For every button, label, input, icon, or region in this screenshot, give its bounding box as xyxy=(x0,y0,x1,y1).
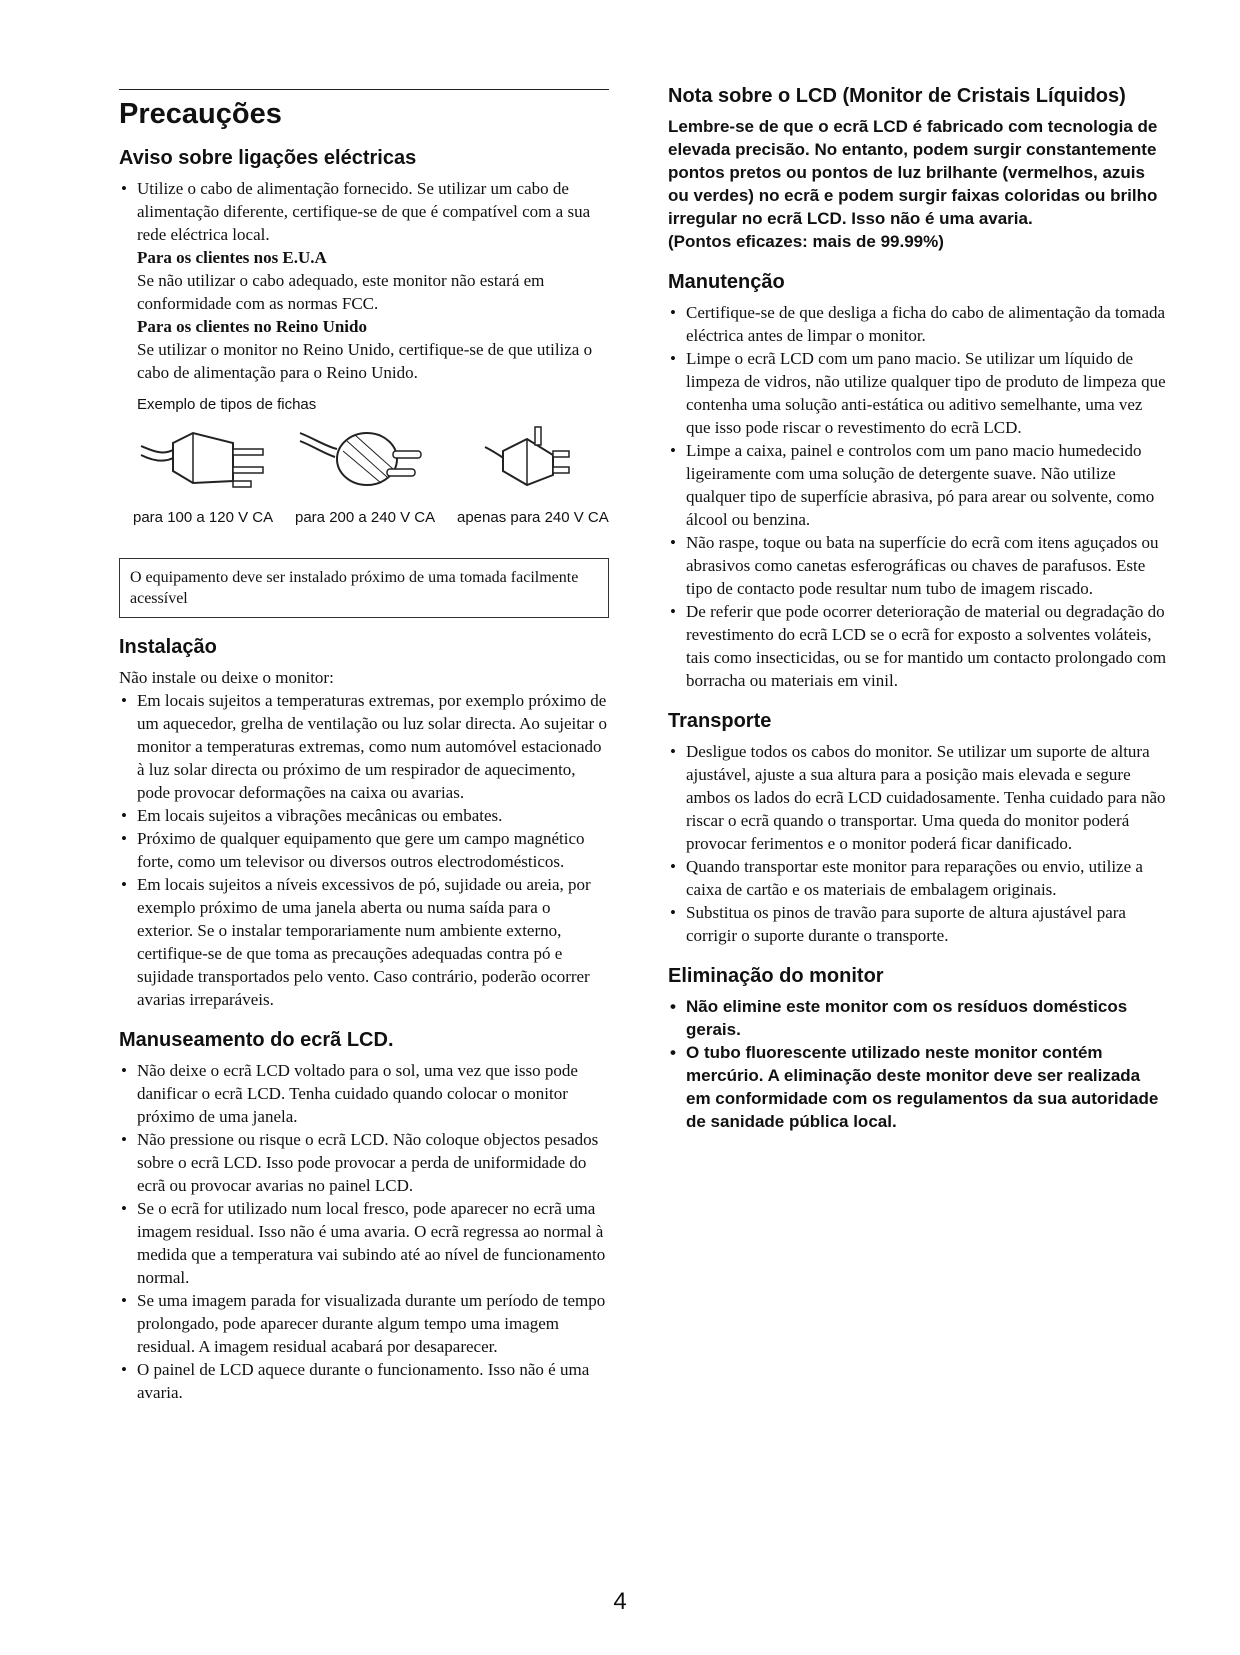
list-item: • Em locais sujeitos a temperaturas extremas, por exemplo próximo de um aquecedor, grelha de ventilação ou luz solar directa. Ao sujeitar o monitor a temperaturas extremas, como num automóvel estacionado à luz solar directa ou próximo de um respirador de aquecimento, pode provocar deformações na caixa ou avarias. xyxy=(119,689,609,804)
list-item: • Substitua os pinos de travão para suporte de altura ajustável para corrigir o suporte durante o transporte. xyxy=(668,901,1168,947)
eu-plug-icon xyxy=(295,421,445,501)
list-item: • Limpe o ecrã LCD com um pano macio. Se utilizar um líquido de limpeza de vidros, não utilize qualquer tipo de produto de limpeza que contenha uma solução anti-estática ou aditivo semelhante, uma vez que isso pode riscar o revestimento do ecrã LCD. xyxy=(668,347,1168,439)
plug-us xyxy=(133,421,285,526)
plug-eu-label: para 200 a 240 V CA xyxy=(295,509,436,526)
uk-text: Se utilizar o monitor no Reino Unido, certifique-se de que utiliza o cabo de alimentação para o Reino Unido. xyxy=(137,340,593,382)
list-item: • Se uma imagem parada for visualizada durante um período de tempo prolongado, pode aparecer durante algum tempo uma imagem residual. A imagem residual acabará por desaparecer. xyxy=(119,1289,609,1358)
plug-illustrations xyxy=(119,421,609,526)
install-heading: Instalação xyxy=(119,636,217,658)
install-near-outlet-note: O equipamento deve ser instalado próximo de uma tomada facilmente acessível xyxy=(119,558,609,618)
usa-label: Para os clientes nos E.U.A xyxy=(137,248,327,267)
maintenance-list xyxy=(668,301,1168,692)
usa-block xyxy=(119,246,609,384)
transport-list xyxy=(668,740,1168,947)
transport-heading: Transporte xyxy=(668,710,772,732)
transport-section xyxy=(668,710,1168,947)
list-item: • Não deixe o ecrã LCD voltado para o sol, uma vez que isso pode danificar o ecrã LCD. Tenha cuidado quando colocar o monitor próximo de uma janela. xyxy=(119,1059,609,1128)
disposal-section xyxy=(668,965,1168,1133)
us-plug-icon xyxy=(133,421,283,501)
list-item: • Certifique-se de que desliga a ficha do cabo de alimentação da tomada eléctrica antes de limpar o monitor. xyxy=(668,301,1168,347)
list-item: • Em locais sujeitos a níveis excessivos de pó, sujidade ou areia, por exemplo próximo de uma janela aberta ou numa saída para o exterior. Se o instalar temporariamente num ambiente externo, certifique-se de que toma as precauções adequadas contra pó e sujidade transportados pelo vento. Caso contrário, poderão ocorrer avarias irreparáveis. xyxy=(119,873,609,1011)
list-item: • Não pressione ou risque o ecrã LCD. Não coloque objectos pesados sobre o ecrã LCD. Isso pode provocar a perda de uniformidade do ecrã ou provocar avarias no painel LCD. xyxy=(119,1128,609,1197)
lcd-note-section xyxy=(668,85,1168,253)
plug-uk xyxy=(457,421,609,526)
handling-list xyxy=(119,1059,609,1404)
handling-heading: Manuseamento do ecrã LCD. xyxy=(119,1029,394,1051)
list-item: • Não elimine este monitor com os resíduos domésticos gerais. xyxy=(668,995,1168,1041)
right-column xyxy=(668,85,1168,1151)
list-item: • Se o ecrã for utilizado num local fresco, pode aparecer no ecrã uma imagem residual. Isso não é uma avaria. O ecrã regressa ao normal à medida que a temperatura vai subindo até ao nível de funcionamento normal. xyxy=(119,1197,609,1289)
lcd-note-effective: (Pontos eficazes: mais de 99.99%) xyxy=(668,232,944,251)
lcd-note-heading: Nota sobre o LCD (Monitor de Cristais Líquidos) xyxy=(668,85,1126,107)
install-section xyxy=(119,636,609,1011)
list-item: • Em locais sujeitos a vibrações mecânicas ou embates. xyxy=(119,804,609,827)
handling-section xyxy=(119,1029,609,1404)
page-number: 4 xyxy=(613,1588,627,1615)
plug-eu xyxy=(295,421,447,526)
list-item: • Não raspe, toque ou bata na superfície do ecrã com itens aguçados ou abrasivos como canetas esferográficas ou chaves de parafusos. Este tipo de contacto pode resultar num tubo de imagem riscado. xyxy=(668,531,1168,600)
list-item: • Desligue todos os cabos do monitor. Se utilizar um suporte de altura ajustável, ajuste a sua altura para a posição mais elevada e segure ambos os lados do ecrã LCD cuidadosamente. Tenha cuidado para não riscar o ecrã quando o transportar. Uma queda do monitor poderá provocar ferimentos e o monitor poderá ficar danificado. xyxy=(668,740,1168,855)
list-item: • O painel de LCD aquece durante o funcionamento. Isso não é uma avaria. xyxy=(119,1358,609,1404)
power-heading: Aviso sobre ligações eléctricas xyxy=(119,147,417,169)
disposal-heading: Eliminação do monitor xyxy=(668,965,884,987)
install-list xyxy=(119,689,609,1011)
uk-label: Para os clientes no Reino Unido xyxy=(137,317,367,336)
uk-plug-icon xyxy=(457,421,607,501)
disposal-list xyxy=(668,995,1168,1133)
install-intro: Não instale ou deixe o monitor: xyxy=(119,668,334,687)
list-item: • De referir que pode ocorrer deterioração de material ou degradação do revestimento do ecrã LCD se o ecrã for exposto a solventes voláteis, tais como insecticidas, ou se for mantido um contacto prolongado com borracha ou materiais em vinil. xyxy=(668,600,1168,692)
list-item: • O tubo fluorescente utilizado neste monitor contém mercúrio. A eliminação deste monitor deve ser realizada em conformidade com os regulamentos da sua autoridade de sanidade pública local. xyxy=(668,1041,1168,1133)
list-item: • Quando transportar este monitor para reparações ou envio, utilize a caixa de cartão e os materiais de embalagem originais. xyxy=(668,855,1168,901)
plugs-caption: Exemplo de tipos de fichas xyxy=(137,396,317,413)
lcd-note-text: Lembre-se de que o ecrã LCD é fabricado com tecnologia de elevada precisão. No entanto, podem surgir constantemente pontos pretos ou pontos de luz brilhante (vermelhos, azuis ou verdes) no ecrã e podem surgir faixas coloridas ou brilho irregular no ecrã LCD. Isso não é uma avaria. xyxy=(668,117,1158,228)
list-item: • Próximo de qualquer equipamento que gere um campo magnético forte, como um televisor ou diversos outros electrodomésticos. xyxy=(119,827,609,873)
plug-us-label: para 100 a 120 V CA xyxy=(133,509,274,526)
maintenance-section xyxy=(668,271,1168,692)
title-rule xyxy=(119,89,609,90)
page-title: Precauções xyxy=(119,98,282,130)
maintenance-heading: Manutenção xyxy=(668,271,785,293)
left-column xyxy=(119,85,609,1422)
list-item: • Limpe a caixa, painel e controlos com um pano macio humedecido ligeiramente com uma solução de detergente suave. Não utilize qualquer tipo de superfície abrasiva, pó para arear ou solvente, como álcool ou benzina. xyxy=(668,439,1168,531)
plug-uk-label: apenas para 240 V CA xyxy=(457,509,609,526)
usa-text: Se não utilizar o cabo adequado, este monitor não estará em conformidade com as normas FCC. xyxy=(137,271,545,313)
power-bullet: • Utilize o cabo de alimentação fornecido. Se utilizar um cabo de alimentação diferente, certifique-se de que é compatível com a sua rede eléctrica local. xyxy=(119,177,609,246)
power-section xyxy=(119,147,609,618)
